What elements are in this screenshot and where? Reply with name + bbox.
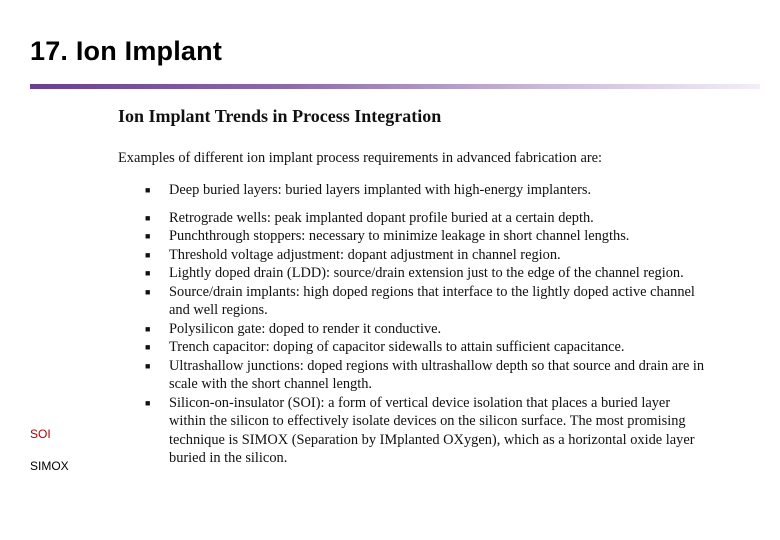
document-heading: Ion Implant Trends in Process Integration (118, 106, 442, 126)
list-item-text: Polysilicon gate: doped to render it conductive. (169, 320, 442, 337)
list-item (118, 227, 709, 246)
side-label-soi: SOI (30, 427, 51, 441)
document-intro: Examples of different ion implant process requirements in advanced fabrication are: (118, 150, 603, 166)
title-divider (30, 84, 760, 89)
bullet-icon: ■ (145, 249, 151, 260)
list-item-text: Retrograde wells: peak implanted dopant profile buried at a certain depth. (169, 209, 594, 226)
list-item-text: Trench capacitor: doping of capacitor sidewalls to attain sufficient capacitance. (169, 339, 625, 355)
list-item (118, 209, 709, 228)
bullet-icon: ■ (145, 286, 151, 297)
bullet-icon: ■ (145, 268, 151, 278)
list-item (118, 181, 709, 200)
bullet-icon: ■ (145, 342, 151, 352)
bullet-icon: ■ (145, 397, 151, 408)
slide-title: 17. Ion Implant (30, 36, 223, 66)
bullet-icon: ■ (145, 231, 151, 241)
bullet-icon: ■ (145, 360, 151, 371)
list-item (118, 264, 709, 283)
side-label-simox: SIMOX (30, 459, 69, 473)
list-item-text: Ultrashallow junctions: doped regions with ultrashallow depth so that source and drain are in scale with the short channel length. (169, 357, 705, 392)
list-item (118, 357, 709, 394)
list-item (118, 283, 709, 320)
bullet-icon: ■ (145, 185, 151, 195)
list-item (118, 246, 709, 265)
bullet-icon: ■ (145, 212, 151, 223)
list-item-text: Deep buried layers: buried layers implanted with high-energy implanters. (169, 182, 592, 198)
requirements-list (118, 181, 718, 468)
list-item (118, 394, 709, 468)
list-item (118, 320, 709, 339)
list-item-text: Lightly doped drain (LDD): source/drain extension just to the edge of the channel region. (169, 265, 684, 281)
list-item-text: Punchthrough stoppers: necessary to minimize leakage in short channel lengths. (169, 228, 630, 244)
list-item-text: Threshold voltage adjustment: dopant adjustment in channel region. (169, 246, 561, 263)
list-item (118, 338, 709, 357)
list-item-text: Source/drain implants: high doped regions that interface to the lightly doped active channel and well regions. (169, 283, 695, 318)
bullet-icon: ■ (145, 323, 151, 334)
list-item-text: Silicon-on-insulator (SOI): a form of vertical device isolation that places a buried layer within the silicon to effectively isolate devices on the silicon surface. The most promising technique is SIMOX (Separation by IMplanted OXygen), which as a horizontal oxide layer buried in the silicon. (169, 394, 695, 466)
document-scan (118, 106, 718, 468)
